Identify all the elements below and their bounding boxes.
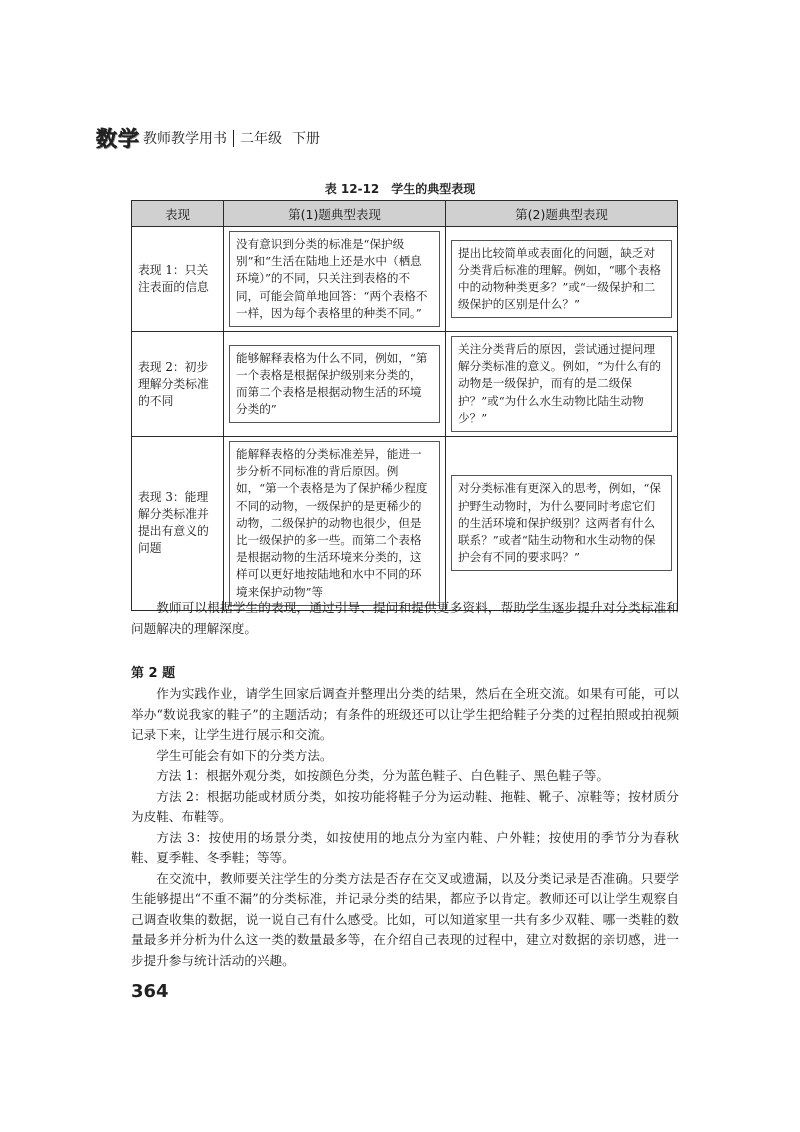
paragraph: 教师可以根据学生的表现，通过引导、提问和提供更多资料，帮助学生逐步提升对分类标准和问题解决的理解深度。 (131, 600, 679, 636)
table-row (132, 332, 678, 437)
page-number: 364 (131, 981, 169, 1002)
subject-logo: 数学 (96, 126, 140, 151)
term-label: 下册 (292, 131, 320, 147)
q2-cell: 关注分类背后的原因，尝试通过提问理解分类标准的意义。例如，“为什么有的动物是一级保护，而有的是二级保护？”或“为什么水生动物比陆生动物少？” (451, 336, 672, 432)
column-header: 第(2)题典型表现 (446, 201, 678, 227)
table-header-row (132, 201, 678, 227)
table-row (132, 227, 678, 332)
row-label: 表现 3：能理解分类标准并提出有意义的问题 (132, 437, 224, 611)
row-label: 表现 1：只关注表面的信息 (132, 227, 224, 332)
q1-cell: 能够解释表格为什么不同，例如，“第一个表格是根据保护级别来分类的，而第二个表格是根据动物生活的环境分类的” (229, 345, 440, 424)
paragraph: 学生可能会有如下的分类方法。 (156, 747, 333, 763)
book-title: 教师教学用书 (143, 131, 227, 147)
q2-cell: 提出比较简单或表面化的问题，缺乏对分类背后标准的理解。例如，“哪个表格中的动物种类更多？”或“一级保护和二级保护的区别是什么？” (451, 240, 672, 319)
paragraph: 方法 2：根据功能或材质分类，如按功能将鞋子分为运动鞋、拖鞋、靴子、凉鞋等；按材质分为皮鞋、布鞋等。 (131, 788, 679, 824)
paragraph: 方法 3：按使用的场景分类，如按使用的地点分为室内鞋、户外鞋；按使用的季节分为春秋鞋、夏季鞋、冬季鞋；等等。 (131, 829, 679, 865)
table-caption: 表 12-12 学生的典型表现 (324, 182, 476, 196)
q2-cell: 对分类标准有更深入的思考，例如，“保护野生动物时，为什么要同时考虑它们的生活环境和保护级别？这两者有什么联系？”或者“陆生动物和水生动物的保护会有不同的要求吗？” (451, 475, 672, 571)
header-divider (233, 130, 234, 147)
row-label: 表现 2：初步理解分类标准的不同 (132, 332, 224, 437)
q1-cell: 没有意识到分类的标准是“保护级别”和“生活在陆地上还是水中（栖息环境）”的不同，只关注到表格的不同，可能会简单地回答：“两个表格不一样，因为每个表格里的种类不同。” (229, 231, 440, 327)
section-body (131, 684, 679, 971)
column-header: 第(1)题典型表现 (224, 201, 446, 227)
grade-label: 二年级 (240, 131, 282, 147)
table-row (132, 437, 678, 611)
column-header: 表现 (132, 201, 224, 227)
q1-cell: 能解释表格的分类标准差异，能进一步分析不同标准的背后原因。例如，“第一个表格是为了保护稀少程度不同的动物，一级保护的是更稀少的动物，二级保护的动物也很少，但是比一级保护的多一些。而第二个表格是根据动物的生活环境来分类的，这样可以更好地按陆地和水中不同的环境来保护动物”等 (229, 441, 440, 606)
after-table-text (131, 598, 679, 639)
paragraph: 作为实践作业，请学生回家后调查并整理出分类的结果，然后在全班交流。如果有可能，可以举办“数说我家的鞋子”的主题活动；有条件的班级还可以让学生把给鞋子分类的过程拍照或拍视频记录下来，让学生进行展示和交流。 (131, 686, 679, 742)
paragraph: 在交流中，教师要关注学生的分类方法是否存在交叉或遗漏，以及分类记录是否准确。只要学生能够提出“不重不漏”的分类标准，并记录分类的结果，都应予以肯定。教师还可以让学生观察自己调查收集的数据，说一说自己有什么感受。比如，可以知道家里一共有多少双鞋、哪一类鞋的数量最多并分析为什么这一类的数量最多等，在介绍自己表现的过程中，建立对数据的亲切感，进一步提升参与统计活动的兴趣。 (131, 870, 679, 968)
running-header (96, 126, 320, 150)
student-performance-table (131, 200, 678, 611)
section-heading: 第 2 题 (131, 666, 176, 681)
paragraph: 方法 1：根据外观分类，如按颜色分类，分为蓝色鞋子、白色鞋子、黑色鞋子等。 (156, 768, 609, 783)
